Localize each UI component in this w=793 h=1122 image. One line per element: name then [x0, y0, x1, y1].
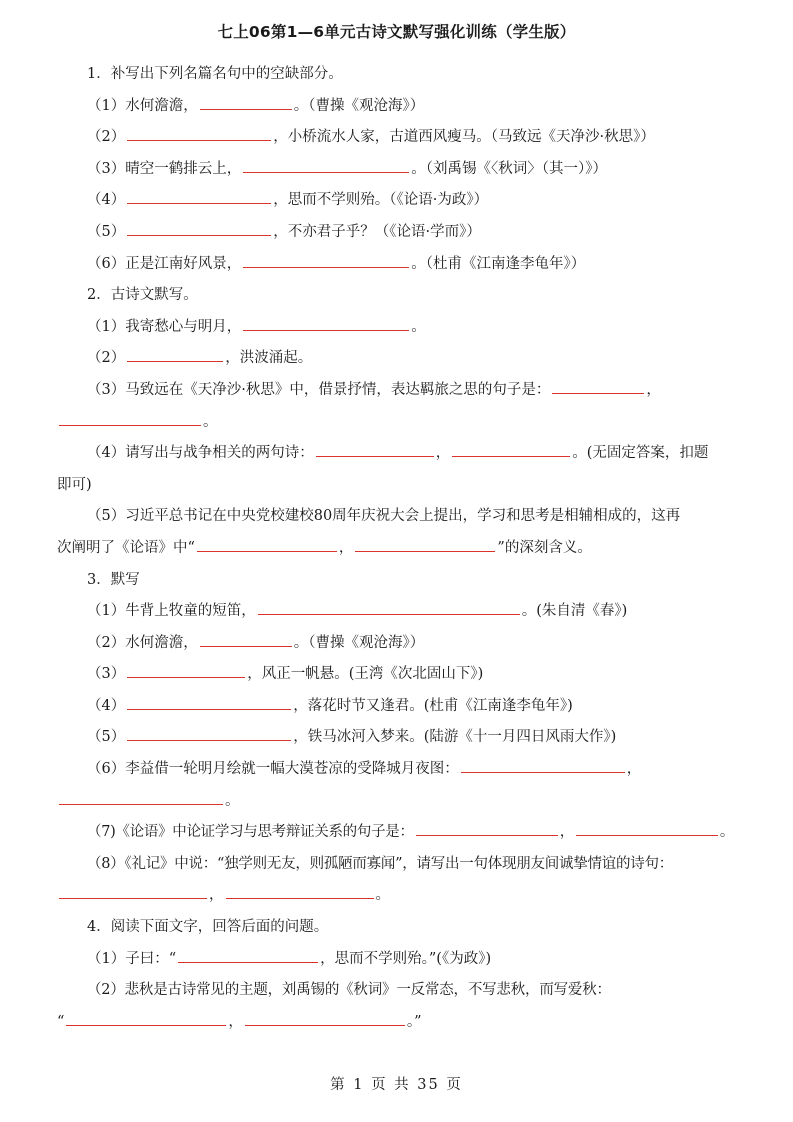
- q4-item-2-cont: “ ， 。”: [57, 1007, 737, 1039]
- answer-blank[interactable]: [127, 218, 271, 236]
- q1-item-6: （6）正是江南好风景， 。（杜甫《江南逢李龟年》）: [57, 249, 737, 281]
- answer-blank[interactable]: [552, 376, 644, 394]
- answer-blank[interactable]: [200, 629, 292, 647]
- answer-blank[interactable]: [316, 439, 434, 457]
- q3-item-4: （4） ，落花时节又逢君。(杜甫《江南逢李龟年》): [57, 691, 737, 723]
- answer-blank[interactable]: [127, 723, 291, 741]
- answer-blank[interactable]: [243, 155, 409, 173]
- answer-blank[interactable]: [127, 344, 223, 362]
- page-title: 七上06第1—6单元古诗文默写强化训练（学生版）: [217, 23, 576, 41]
- answer-blank[interactable]: [59, 787, 223, 805]
- q3-item-6-cont: 。: [57, 786, 737, 818]
- answer-blank[interactable]: [127, 123, 271, 141]
- q2-item-3: （3）马致远在《天净沙·秋思》中，借景抒情，表达羁旅之思的句子是： ，: [57, 375, 737, 407]
- answer-blank[interactable]: [127, 660, 245, 678]
- q1-item-4: （4） ，思而不学则殆。（《论语·为政》）: [57, 185, 737, 217]
- answer-blank[interactable]: [243, 313, 409, 331]
- q3-item-8: （8）《礼记》中说：“独学则无友，则孤陋而寡闻”，请写出一句体现朋友间诚挚情谊的诗句：: [87, 855, 674, 872]
- q4-item-2: （2）悲秋是古诗常见的主题，刘禹锡的《秋词》一反常态，不写悲秋，而写爱秋：: [87, 982, 611, 999]
- answer-blank[interactable]: [197, 534, 337, 552]
- q3-item-5: （5） ，铁马冰河入梦来。(陆游《十一月四日风雨大作》): [57, 722, 737, 754]
- q1-item-5: （5） ，不亦君子乎？（《论语·学而》）: [57, 217, 737, 249]
- q4-item-1: （1）子曰：“ ，思而不学则殆。”(《为政》): [57, 944, 737, 976]
- q3-item-1: （1）牛背上牧童的短笛， 。(朱自清《春》): [57, 596, 737, 628]
- answer-blank[interactable]: [258, 597, 520, 615]
- answer-blank[interactable]: [452, 439, 570, 457]
- q3-heading: 3．默写: [87, 571, 140, 588]
- q2-item-5: （5）习近平总书记在中央党校建校80周年庆祝大会上提出，学习和思考是相辅相成的，这再: [87, 508, 681, 525]
- q3-item-3: （3） ，风正一帆悬。(王湾《次北固山下》): [57, 659, 737, 691]
- q3-item-8-cont: ， 。: [57, 880, 737, 912]
- page-number: 第 1 页 共 35 页: [330, 1077, 463, 1093]
- q2-item-4-cont: 即可): [57, 476, 92, 493]
- q2-item-3-cont: 。: [57, 407, 737, 439]
- answer-blank[interactable]: [416, 818, 558, 836]
- q1-item-1: （1）水何澹澹， 。（曹操《观沧海》）: [57, 91, 737, 123]
- q1-item-3: （3）晴空一鹤排云上， 。（刘禹锡《〈秋词〉（其一）》）: [57, 154, 737, 186]
- answer-blank[interactable]: [59, 408, 201, 426]
- q3-item-7: （7)《论语》中论证学习与思考辩证关系的句子是： ， 。: [57, 817, 737, 849]
- q2-item-5-cont: 次阐明了《论语》中“ ， ”的深刻含义。: [57, 533, 737, 565]
- answer-blank[interactable]: [178, 945, 318, 963]
- answer-blank[interactable]: [127, 692, 291, 710]
- answer-blank[interactable]: [226, 881, 374, 899]
- answer-blank[interactable]: [200, 92, 292, 110]
- q2-item-2: （2） ，洪波涌起。: [57, 343, 737, 375]
- answer-blank[interactable]: [245, 1008, 405, 1026]
- worksheet-content: [57, 59, 737, 1038]
- q1-item-2: （2） ，小桥流水人家，古道西风瘦马。（马致远《天净沙·秋思》）: [57, 122, 737, 154]
- q4-heading: 4．阅读下面文字，回答后面的问题。: [87, 919, 329, 936]
- answer-blank[interactable]: [576, 818, 718, 836]
- q2-item-4: （4）请写出与战争相关的两句诗： ， 。(无固定答案，扣题: [57, 438, 737, 470]
- answer-blank[interactable]: [66, 1008, 226, 1026]
- q3-item-2: （2）水何澹澹， 。（曹操《观沧海》）: [57, 628, 737, 660]
- q2-item-1: （1）我寄愁心与明月， 。: [57, 312, 737, 344]
- q2-heading: 2．古诗文默写。: [87, 287, 198, 304]
- q3-item-6: （6）李益借一轮明月绘就一幅大漠苍凉的受降城月夜图： ，: [57, 754, 737, 786]
- answer-blank[interactable]: [243, 250, 409, 268]
- answer-blank[interactable]: [461, 755, 625, 773]
- answer-blank[interactable]: [355, 534, 495, 552]
- answer-blank[interactable]: [59, 881, 207, 899]
- answer-blank[interactable]: [127, 186, 271, 204]
- q1-heading: 1．补写出下列名篇名句中的空缺部分。: [87, 66, 343, 82]
